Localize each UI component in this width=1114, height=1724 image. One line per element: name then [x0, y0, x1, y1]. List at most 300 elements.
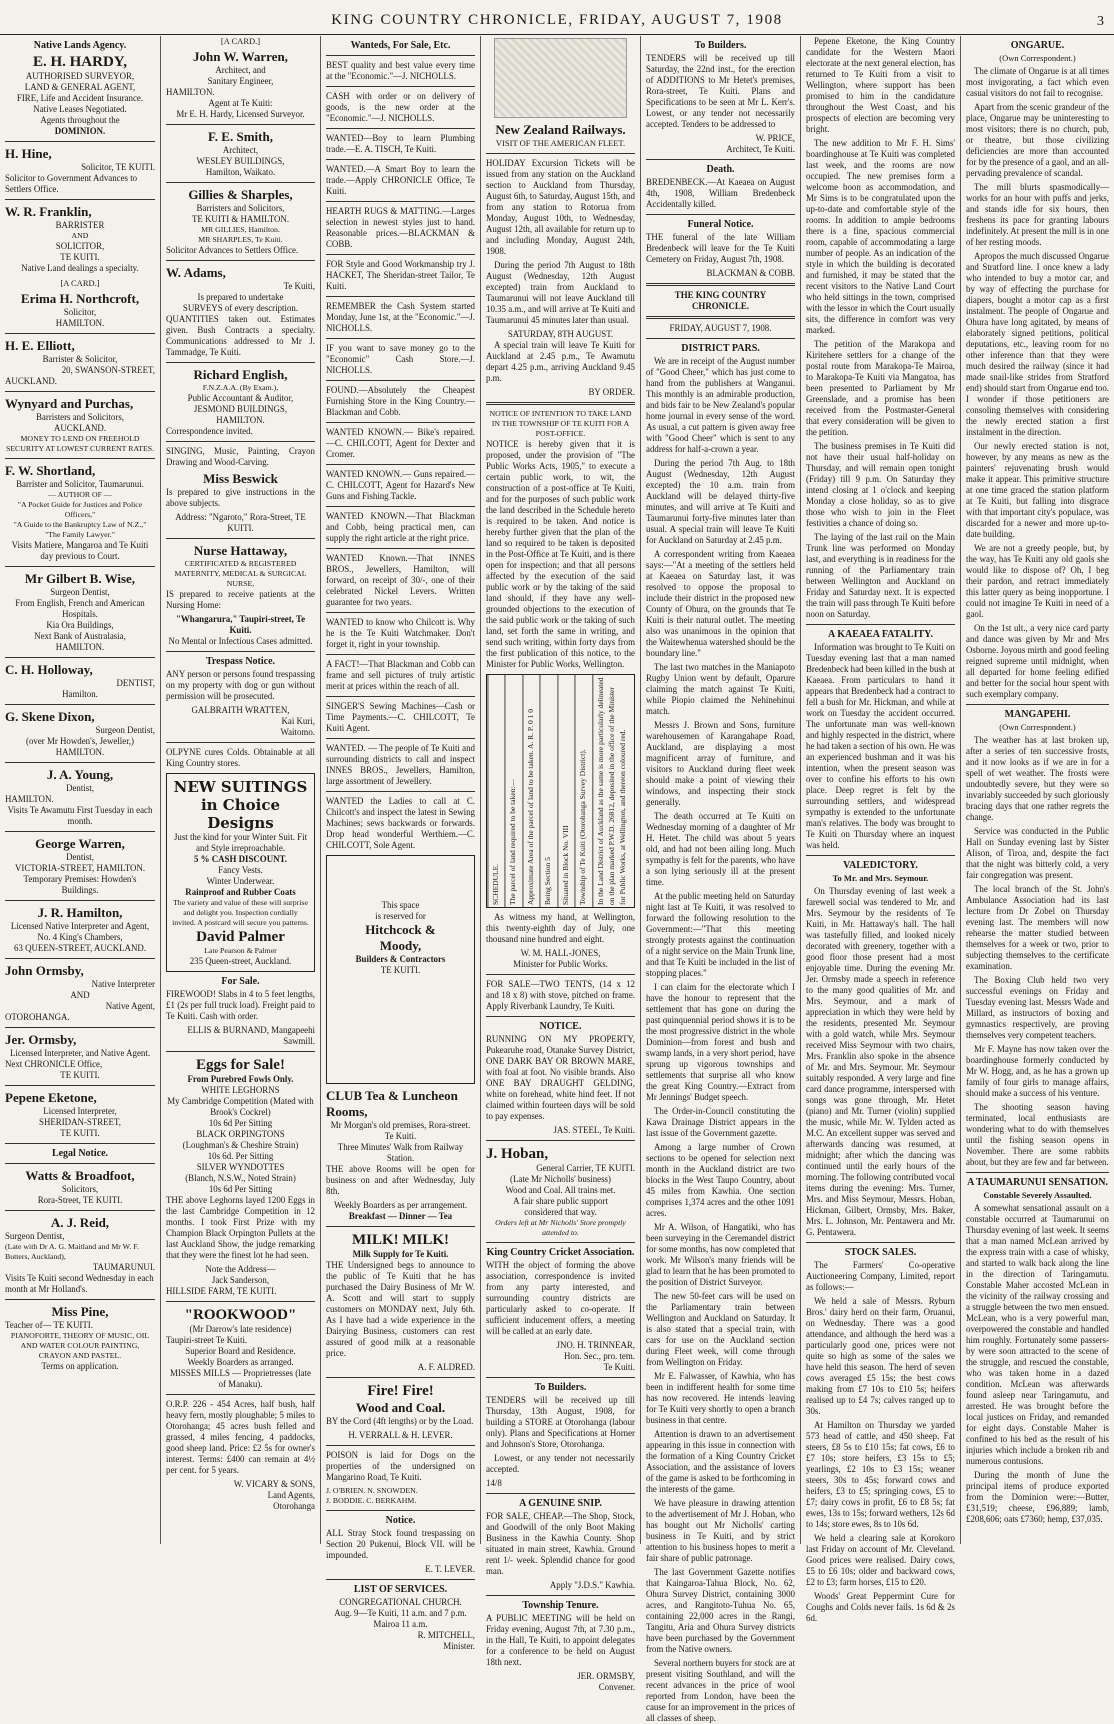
- hoban-line: (Late Mr Nicholls' business): [510, 1174, 611, 1184]
- classified-ad: CASH with order or on delivery of goods, is the new order at the "Economic."—J. NICHOLLS.: [326, 91, 475, 123]
- rookwood-line: Superior Board and Residence.: [185, 1346, 296, 1356]
- divider: [5, 1299, 155, 1300]
- divider: [166, 182, 315, 183]
- shortland-name: F. W. Shortland,: [5, 463, 96, 478]
- funeral-heading: Funeral Notice.: [687, 219, 754, 230]
- club-line: Weekly Boarders as per arrangement.: [333, 1200, 468, 1210]
- orp-ad: O.R.P. 226 - 454 Acres, half bush, half heavy fern, mostly ploughable; 5 miles to Otorohanga; 45 acres bush felled and grassed, 4 miles fencing, 4 paddocks, good sheep land. Price: £2 5s for owner's interest. Terms: £400 can remain at 4½ per cent. for 5 years.: [166, 1399, 315, 1475]
- services-line: Minister.: [443, 1641, 475, 1651]
- divider: [486, 1493, 635, 1494]
- classified-ad: BEST quality and best value every time at the "Economic."—J. NICHOLLS.: [326, 60, 475, 81]
- notice-sig: JAS. STEEL, Te Kuiti.: [553, 1125, 635, 1135]
- pars-heading: DISTRICT PARS.: [681, 343, 760, 354]
- wynyard-card: [5, 396, 155, 454]
- hardy-line: LAND & GENERAL AGENT,: [24, 82, 136, 92]
- divider: [5, 1027, 155, 1028]
- wynyard-name: Wynyard and Purchas,: [5, 396, 134, 411]
- dixon-line: Surgeon Dentist,: [95, 725, 155, 735]
- fire-text: BY the Cord (4ft lengths) or by the Load.: [326, 1416, 474, 1426]
- classified-ad: WANTED KNOWN.—That Blackman and Cobb, being practical men, can supply the right article at the right price.: [326, 511, 475, 543]
- beswick-line: Is prepared to give instructions in the above subjects.: [166, 487, 315, 508]
- wynyard-line: Barristers and Solicitors,: [36, 412, 124, 422]
- funeral-text: THE funeral of the late William Bredenbeck will leave for the Te Kuiti Cemetery on Friday, August 7th, 1908.: [646, 232, 795, 264]
- fatality-heading: A KAEAEA FATALITY.: [828, 629, 933, 640]
- warren-line: Temporary Premises: Howden's Buildings.: [23, 874, 137, 895]
- funeral-sig: BLACKMAN & COBB.: [706, 268, 795, 278]
- eketone-line: SHERIDAN-STREET,: [39, 1117, 121, 1127]
- hoban-line: Wood and Coal. All trains met.: [505, 1185, 616, 1195]
- divider: [5, 831, 155, 832]
- news-paragraph: The Order-in-Council constituting the Kawa Drainage District appears in the last issue of the Government gazette.: [646, 1106, 795, 1138]
- milk-sub: Milk Supply for Te Kuiti.: [352, 1249, 449, 1259]
- smith-card: [166, 129, 315, 178]
- reid-name: A. J. Reid,: [50, 1215, 110, 1230]
- taumarunui-heading: A TAUMARUNUI SENSATION.: [967, 1177, 1108, 1188]
- jwarren-line: Agent at Te Kuiti:: [208, 98, 273, 108]
- services-line: Mairoa 11 a.m.: [373, 1619, 428, 1629]
- divider: [326, 128, 475, 129]
- news-paragraph: We have pleasure in drawing attention to the advertisement of Mr J. Hoban, who has bought out Mr Nicholls' carting business in Te Kuiti, and by strict attention to his business hopes to merit a fair share of public patronage.: [646, 1498, 795, 1563]
- notice-sig: E. T. LEVER.: [425, 1564, 475, 1574]
- rail-sig: BY ORDER.: [588, 387, 635, 397]
- hoban-line: General Carrier, TE KUITI.: [536, 1163, 635, 1173]
- eggs-line: 10s 6d Per Sitting: [208, 1118, 273, 1128]
- elliott-name: H. E. Elliott,: [5, 338, 75, 353]
- rail-title: New Zealand Railways.: [495, 122, 626, 137]
- divider: [5, 1085, 155, 1086]
- ongarue-body: [966, 66, 1109, 700]
- eggs-line: My Cambridge Competition (Mated with Brook's Cockrel): [167, 1096, 314, 1117]
- news-paragraph: The death occurred at Te Kuiti on Wednesday morning of a daughter of Mr H. Hetet. The child was about 5 years old, and had not been ailing long. Much sympathy is felt for the parents, who have a son lying seriously ill at the present time.: [646, 811, 795, 887]
- news-paragraph: The Boxing Club held two very successful evenings on Friday and Tuesday evening last. Messrs Wade and Millard, as instructors of boxing and gymnastics respectively, are proving themselves very competent teachers.: [966, 975, 1109, 1040]
- ormsby2-card: [5, 1032, 155, 1081]
- fire-sub: Wood and Coal.: [355, 1400, 446, 1415]
- jwarren-card: [166, 49, 315, 120]
- firewood-ad: FIREWOOD! Slabs in 4 to 5 feet lengths, £1 (2s per full truck load). Freight paid to Te Kuiti. Cash with order.: [166, 989, 315, 1021]
- suitings-title: NEW SUITINGS in Choice Designs: [173, 778, 308, 832]
- news-paragraph: Attention is drawn to an advertisement appearing in this issue in connection with the formation of a King Country Cricket Association, and the assistance of lovers of the game is asked to be forthcoming in the interests of the game.: [646, 1429, 795, 1494]
- eggs-addr: Jack Sanderson,: [211, 1275, 270, 1285]
- franklin-name: W. R. Franklin,: [5, 204, 92, 219]
- warren-card: [5, 836, 155, 896]
- news-paragraph: Information was brought to Te Kuiti on Tuesday evening last that a man named Bredenbeck had been killed in the bush at Kaeaea. From particulars to hand it appears that Bredenbeck had a contract to fell a bush for Mr. Hickman, and while at work on Tuesday the accident occurred. The unfortunate man was well-known and highly respected in the district, where he had taken a section of his own. He was an experienced bushman and it was his intention, when the present season was over to confine his efforts to his own place. Deep regret is felt by the surrounding settlers, and widespread sympathy is extended to the unfortunate man's relatives. The body was brought to Te Kuiti on Thursday where an inquest was held.: [806, 642, 955, 850]
- news-paragraph: Mr E. Falwasser, of Kawhia, who has been in indifferent health for some time has now recovered. He intends leaving for Te Kuiti very shortly to open a branch business in that centre.: [646, 1371, 795, 1425]
- divider: [5, 1210, 155, 1211]
- young-line: Dentist,: [66, 783, 94, 793]
- shortland-line: "The Family Lawyer.": [45, 530, 115, 539]
- divider: [5, 704, 155, 705]
- divider: [806, 855, 955, 856]
- tenders-heading: To Builders.: [534, 1382, 587, 1393]
- gillies-line: Solicitor Advances to Settlers Office.: [166, 245, 299, 255]
- hardy-name: E. H. HARDY,: [32, 54, 128, 70]
- hattaway-name: Nurse Hattaway,: [193, 543, 288, 558]
- news-paragraph: Mr F. Mayne has now taken over the boardinghouse formerly conducted by Mr W. Hogg, and, as he has a grown up family of four girls to manage affairs, should make a success of his venture.: [966, 1044, 1109, 1098]
- holloway-card: [5, 662, 155, 700]
- fatality-body: [806, 642, 955, 851]
- classified-ad: WANTED KNOWN.— Guns repaired.—C. CHILCOTT, Agent for Hazard's New Guns and Fishing Tackle.: [326, 469, 475, 501]
- tenders-text: TENDERS will be received up till Thursday, 13th August, 1908, for building a STORE at Otorohanga (labour only). Plans and Specifications at Horner and Johnson's Store, Otorohanga.: [486, 1395, 635, 1449]
- divider: [326, 1579, 475, 1580]
- column-1: [0, 36, 160, 1544]
- divider: [5, 1163, 155, 1164]
- divider: [486, 402, 635, 405]
- classified-ad: FOR Style and Good Workmanship try J. HACKET, The Sheridan-street Tailor, Te Kuiti.: [326, 259, 475, 291]
- divider: [166, 1394, 315, 1395]
- suitings-line: Fancy Vests.: [218, 865, 263, 875]
- hine-line: Solicitor to Government Advances to Settlers Office.: [5, 173, 138, 194]
- cricket-text: WITH the object of forming the above association, correspondence is invited from any party interested, and surrounding country districts are particularly asked to co-operate. If sufficient inducement offers, a meeting will be called at an early date.: [486, 1260, 635, 1336]
- smith-name: F. E. Smith,: [208, 129, 273, 144]
- divider: [5, 199, 155, 200]
- dixon-line: (over Mr Howden's, Jeweller,): [26, 736, 134, 746]
- suitings-ad: [166, 773, 315, 972]
- eggs-title: Eggs for Sale!: [196, 1057, 285, 1073]
- divider: [806, 624, 955, 625]
- hardy-line: AUTHORISED SURVEYOR,: [25, 71, 135, 81]
- schedule-cell: SCHEDULE.: [487, 675, 504, 907]
- franklin-line: Native Land dealings a specialty.: [21, 263, 139, 273]
- classified-ad: A FACT!—That Blackman and Cobb can frame and sell pictures of truly artistic merit at prices within the reach of all.: [326, 659, 475, 691]
- wynyard-line: MONEY TO LEND ON FREEHOLD SECURITY AT LOWEST CURRENT RATES.: [5, 434, 155, 453]
- english-line: JESMOND BUILDINGS,: [193, 404, 288, 414]
- wise-card: [5, 571, 155, 653]
- wanteds-list: [326, 60, 475, 851]
- divider: [326, 696, 475, 697]
- singing-ad: SINGING, Music, Painting, Crayon Drawing and Wood-Carving.: [166, 446, 315, 467]
- dixon-card: [5, 709, 155, 758]
- elliott-card: [5, 338, 155, 387]
- suitings-line: The variety and value of these will surprise and delight you. Inspection cordially invited. A postcard will secure you patterns.: [172, 898, 309, 927]
- adams-line: SURVEYS of every description.: [182, 303, 299, 313]
- divider: [966, 704, 1109, 705]
- classified-ad: WANTED to know who Chilcott is. Why he is the Te Kuiti Watchmaker. Don't forget it, right in your township.: [326, 617, 475, 649]
- divider: [166, 441, 315, 442]
- suitings-line: Winter Underwear.: [206, 876, 275, 886]
- news-paragraph: Apart from the scenic grandeur of the place, Ongarue may be uninteresting to most visitors; there is no church, pub, or theatre, but those civilizing deficiencies are more than accounted for by the presence of a gaol, and an all-pervading prevalence of scandal.: [966, 102, 1109, 178]
- club-line: Three Minutes' Walk from Railway Station.: [337, 1142, 464, 1163]
- column-3: [320, 36, 480, 1651]
- divider: [486, 1595, 635, 1596]
- warren-line: Dentist,: [66, 852, 94, 862]
- eggs-line: 10s 6d. Per Sitting: [207, 1151, 274, 1161]
- palmer-line: Late Pearson & Palmer: [204, 946, 277, 955]
- ormsby1-card: [5, 963, 155, 1023]
- adams-line: Te Kuiti,: [283, 281, 315, 291]
- hoban-line: Orders left at Mr Nicholls' Store promptly attended to.: [495, 1218, 626, 1237]
- news-paragraph: The last Government Gazette notifies that Kaingaroa-Tahua Block, No. 62, Ohura Survey District, containing 3000 acres, and Rangitoto-Tuhua No. 65, containing 22,000 acres in the Rangi, Tangitu, Aria and Ohura Survey districts have been purchased by the Government from the Native owners.: [646, 1567, 795, 1654]
- news-paragraph: We held a sale of Messrs. Ryburn Bros.' dairy herd on their farm, Oruanui, on Wednesday. There was a good attendance, and although the herd was a particularly good one, prices were not quite so high as some of the sales we have held this season. The herd of seven cows averaged £5 15s; the best cows making from £7 10s to £10 5s; heifers realised up to £4 7s; calves ranged up to 30s.: [806, 1296, 955, 1416]
- wynyard-line: AUCKLAND.: [53, 423, 106, 433]
- gillies-line: MR GILLIES, Hamilton.: [201, 225, 280, 234]
- news-paragraph: On the 1st ult., a very nice card party and dance was given by Mr and Mrs Osborne. Joyous mirth and good feeling reigned supreme until midnight, when all departed for home feeling edified and better for the social hour spent with such exemplary company.: [966, 623, 1109, 699]
- divider: [166, 1051, 315, 1052]
- taumarunui-sub: Constable Severely Assaulted.: [983, 1190, 1092, 1200]
- reid-line: TAUMARUNUI.: [92, 1262, 155, 1272]
- notice-text: ALL Stray Stock found trespassing on Section 20 Pukenui, Block VII. will be impounded.: [326, 1528, 475, 1560]
- schedule-cell: In the Land District of Auckland as the same is more particularly delineated on the plan marked P.W.D. 26812, deposited in the office of the Minister for Public Works, at Wellington, and thereon coloured red.: [592, 675, 634, 907]
- eggs-line: BLACK ORPINGTONS: [196, 1129, 285, 1139]
- rookwood-line: MISSES MILLS — Proprietresses (late of Manaku).: [169, 1368, 311, 1389]
- hattaway-line: No Mental or Infectious Cases admitted.: [168, 636, 313, 646]
- eketone-line: Licensed Interpreter,: [43, 1106, 117, 1116]
- holloway-line: DENTIST,: [116, 678, 155, 688]
- news-paragraph: Pepene Eketone, the King Country candidate for the Western Maori electorate at the next general election, has returned to Te Kuiti from a visit to Wellington, where support has been promised to him in the candidature throughout the West Coast, and his prospects of election are becoming very bright.: [806, 36, 955, 134]
- gillies-card: [166, 187, 315, 256]
- northcroft-name: Erima H. Northcroft,: [20, 291, 140, 306]
- hoban-line: A fair share public support: [513, 1196, 608, 1206]
- reserved-line: Hitchcock &: [365, 922, 436, 937]
- hardy-line: Agents throughout the: [40, 115, 120, 125]
- divider: [486, 1377, 635, 1378]
- notice-text: RUNNING ON MY PROPERTY, Pukearuhe road, Otanake Survey District, ONE DARK BAY OR BROWN MARE, with foal at foot. No visible brands. Also ONE BAY DRAUGHT GELDING, white on forehead, white hind feet. If not claimed within fourteen days will be sold to pay expenses.: [486, 1034, 635, 1121]
- fire-title: Fire! Fire!: [367, 1383, 434, 1399]
- gillies-line: MR SHARPLES, Te Kuiti.: [198, 235, 283, 244]
- reid-line: Visits Te Kuiti second Wednesday in each month at Mr Holland's.: [5, 1273, 154, 1294]
- shortland-line: Barrister and Solicitor, Taumarunui.: [16, 479, 144, 489]
- watts-line: Solicitors,: [61, 1184, 99, 1194]
- orp-sig: Land Agents,: [267, 1490, 315, 1500]
- classified-ad: WANTED.—A Smart Boy to learn the trade.—Apply CHRONICLE Office, Te Kuiti.: [326, 164, 475, 196]
- divider: [486, 153, 635, 154]
- divider: [326, 612, 475, 613]
- classified-ad: IF you want to save money go to the "Economic" Cash Store.—J. NICHOLLS.: [326, 343, 475, 375]
- club-title: CLUB Tea & Luncheon Rooms,: [326, 1088, 458, 1119]
- eketone-name: Pepene Eketone,: [5, 1090, 97, 1105]
- cricket-heading: King Country Cricket Association.: [486, 1247, 635, 1258]
- gillies-name: Gillies & Sharples,: [188, 187, 293, 202]
- stock-body: [806, 1260, 955, 1624]
- divider: [326, 1377, 475, 1378]
- ongarue-heading: ONGARUE.: [1010, 40, 1065, 51]
- news-paragraph: We are in receipt of the August number of "Good Cheer," which has just come to hand from the publishers at Wanganui. This monthly is an admirable production, and bids fair to be New Zealand's popular home journal in every sense of the word. As usual, a cut pattern is given away free with "Good Cheer" which is sent to any address for half-a-crown a year.: [646, 356, 795, 454]
- divider: [966, 1172, 1109, 1173]
- watts-card: [5, 1168, 155, 1206]
- divider: [166, 742, 315, 743]
- native-lands-heading: Native Lands Agency.: [33, 40, 127, 51]
- rookwood-title: "ROOKWOOD": [184, 1307, 297, 1323]
- adams-card: [166, 265, 315, 358]
- snip-sig: Apply "J.D.S." Kawhia.: [549, 1580, 635, 1590]
- classified-ad: FOUND.—Absolutely the Cheapest Furnishing Store in the King Country.—Blackman and Cobb.: [326, 385, 475, 417]
- english-line: Correspondence invited.: [166, 426, 253, 436]
- shortland-line: — AUTHOR OF —: [48, 490, 112, 499]
- reserved-line: is reserved for: [375, 911, 426, 921]
- adams-line: Is prepared to undertake: [197, 292, 284, 302]
- schedule-cell: Approximate Area of the parcel of land to be taken. A. R. P. 0 1 0: [522, 675, 539, 907]
- divider: [5, 657, 155, 658]
- witness-sig: Minister for Public Works.: [513, 959, 608, 969]
- milk-title: MILK! MILK!: [351, 1232, 450, 1248]
- beswick-line: Address: "Ngaroto," Rora-Street, TE KUITI.: [175, 512, 306, 533]
- milk-sig: A. F. ALDRED.: [417, 1362, 475, 1372]
- shortland-line: "A Guide to the Bankruptcy Law of N.Z.,": [13, 520, 147, 529]
- club-line: Mr Morgan's old premises, Rora-street. Te Kuiti.: [330, 1120, 471, 1141]
- eggs-line: SILVER WYNDOTTES: [196, 1162, 285, 1172]
- news-paragraph: Mr A. Wilson, of Hangatiki, who has been surveying in the Ceremandel district for some months, has now completed that work. Mr Wilson's many friends will be glad to learn that he has been promoted to the position of District Surveyor.: [646, 1222, 795, 1287]
- smith-line: Hamilton, Waikato.: [205, 167, 276, 177]
- classified-ad: WANTED Known.—That INNES BROS., Jewellers, Hamilton, will forward, on receipt of 30/-, one of their celebrated Nickel Levers. Written guarantee for two years.: [326, 553, 475, 607]
- suitings-line: 5 % CASH DISCOUNT.: [193, 854, 288, 864]
- smith-line: Architect,: [222, 145, 259, 155]
- rookwood-line: (Mr Darrow's late residence): [189, 1324, 292, 1334]
- reid-card: [5, 1215, 155, 1295]
- hardy-line: DOMINION.: [54, 126, 106, 136]
- orp-sig: W. VICARY & SONS,: [233, 1479, 315, 1489]
- death-heading: Death.: [706, 164, 735, 175]
- young-name: J. A. Young,: [46, 767, 114, 782]
- ormsby2-line: TE KUITI.: [60, 1070, 100, 1080]
- news-paragraph: A somewhat sensational assault on a constable occurred at Taumarunui on Thursday evening of last week. It seems that a man named McLean arrived by the express train with a case of whisky, and started to walk back along the line in the direction of Taringamutu. Constable Maher accosted McLean in the vicinity of the railway crossing and a struggle between the two men ensued. McLean, who is a very powerful man, overpowered the constable and handled him roughly. Fortunately some passers-by were soon attracted to the scene of the struggle, and rescued the constable, who was taken home in a dazed condition. McLean was afterwards found asleep near Taringamutu, and arrested. He was brought before the local justices on Friday, and remanded for eight days. Constable Maher is confined to his bed as the result of his injuries which include a broken rib and numerous contusions.: [966, 1203, 1109, 1466]
- rail-text: SATURDAY, 8TH AUGUST.: [507, 329, 614, 339]
- elliott-line: AUCKLAND.: [5, 376, 58, 386]
- death-text: BREDENBECK.—At Kaeaea on August 4th, 1908, William Bredenbeck Accidentally killed.: [646, 177, 795, 209]
- tenders-num: 14/8: [486, 1478, 502, 1488]
- ormsby1-line: Native Agent,: [105, 1001, 155, 1011]
- reserved-line: This space: [381, 900, 420, 910]
- divider: [5, 958, 155, 959]
- wise-name: Mr Gilbert B. Wise,: [24, 571, 136, 586]
- reserved-line: Builders & Contractors: [355, 954, 446, 964]
- snip-text: FOR SALE, CHEAP.—The Shop, Stock, and Goodwill of the only Boot Making Business in the Kawhia County. Shop situated in main street, Kawhia. Ground rent 1/- week. Splendid chance for good man.: [486, 1511, 635, 1576]
- schedule-cell: The parcel of land required to be taken:—: [504, 675, 521, 907]
- divider: [5, 141, 155, 142]
- hardy-line: FIRE, Life and Accident Insurance.: [16, 93, 144, 103]
- ormsby1-name: John Ormsby,: [5, 963, 84, 978]
- news-paragraph: Our newly erected station is not, however, by any means as new as the painters' rejuvenating brush would make it appear. This primitive structure at one time graced the station platform at Te Kuiti, but falling into disgrace with that important city's populace, was discarded for a newer and more up-to-date building.: [966, 441, 1109, 539]
- tents-ad: FOR SALE—TWO TENTS, (14 x 12 and 18 x 8) with stove, pitched on frame. Apply Riverbank Laundry, Te Kuiti.: [486, 979, 635, 1011]
- northcroft-line: Solicitor,: [63, 307, 97, 317]
- eggs-sub: From Purebred Fowls Only.: [187, 1074, 294, 1084]
- classified-ad: WANTED the Ladies to call at C. Chilcott's and inspect the latest in Sewing Machines; sews backwards or forwards. Drop head wonderful Werthiem.—C. CHILCOTT, Sole Agent.: [326, 796, 475, 850]
- shortland-line: Visits Matiere, Mangaroa and Te Kuiti day previous to Court.: [11, 540, 149, 561]
- club-line: Breakfast — Dinner — Tea: [348, 1211, 453, 1221]
- divider: [326, 1445, 475, 1446]
- reserved-space-box: [326, 855, 475, 1084]
- classified-ad: WANTED—Boy to learn Plumbing trade.—E. A. TISCH, Te Kuiti.: [326, 133, 475, 154]
- wise-line: Kia Ora Buildings,: [46, 620, 114, 630]
- orp-sig: Otorohanga: [273, 1501, 315, 1511]
- classified-ad: REMEMBER the Cash System started Monday, June 1st, at the "Economic."—J. NICHOLLS.: [326, 301, 475, 333]
- news-paragraph: Among a large number of Crown sections to be opened for selection next month in the Auckland district are two blocks in the West Taupo Country, about 45 miles from Kawhia. One section comprises 1,374 acres and the other 1091 acres.: [646, 1142, 795, 1218]
- young-card: [5, 767, 155, 827]
- news-paragraph: On Thursday evening of last week a farewell social was tendered to Mr. and Mrs. Seymour by the residents of Te Kuiti, in Mr. Hattaway's hall. The hall was tastefully filled, and looked nicely decorated with greenery, together with a good floor those present had a most enjoyable time. During the evening Mr. Jer. Ormsby made a speech in reference to the many good qualities of Mr. and Mrs. Seymour, and a mark of appreciation in which they were held by the residents, presented Mr. Seymour with a gold watch, while Mrs. Seymour received Miss Seymour with two chairs, Mrs. Franklin also spoke in the absence of Mr. and Mrs. Seymour. Mr. Seymour suitably responded. A very large and fine card dance programme, interspersed with songs was gone through, Mr. Hetet (piano) and Mr. Turner (violin) supplied the music, while Mr. W. Tylden acted as M.C. An excellent supper was served and afterwards dancing was resumed, at midnight; after which the dancing was continued until the early hours of the morning. The following contributed vocal items during the evening: Mrs. Turner, Mrs. and Miss Seymour, Messrs. Hoban, Hickman, Gilbert, Ormsby, Mrs. Baker, Mrs. L. Johnson, Mr. Pentawera and Mr. G. Pentawera.: [806, 886, 955, 1237]
- hamilton-line: 63 QUEEN-STREET, AUCKLAND.: [14, 943, 146, 953]
- pine-line: PIANOFORTE, THEORY OF MUSIC, OIL AND WATER COLOUR PAINTING, CRAYON AND PASTEL.: [10, 1331, 150, 1360]
- young-line: Visits Te Awamutu First Tuesday in each month.: [7, 805, 153, 826]
- builders-sig: W. PRICE,: [755, 133, 795, 143]
- rookwood-line: Weekly Boarders as arranged.: [187, 1357, 294, 1367]
- railway-illustration: [494, 38, 627, 118]
- witness-text: As witness my hand, at Wellington, this twenty-eighth day of July, one thousand nine hundred and eight.: [486, 912, 635, 944]
- reid-line: Surgeon Dentist,: [5, 1231, 65, 1241]
- divider: [486, 1242, 635, 1243]
- classified-ad: WANTED. — The people of Te Kuiti and surrounding districts to call and inspect INNES BROS., Jewellers, Hamilton, large assortment of Jewellery.: [326, 743, 475, 786]
- valedictory-body: [806, 886, 955, 1238]
- classified-ad: SINGER'S Sewing Machines—Cash or Time Payments.—C. CHILCOTT, Te Kuiti Agent.: [326, 701, 475, 733]
- elliott-line: Barrister & Solicitor,: [42, 354, 118, 364]
- jwarren-line: Architect, and: [215, 65, 266, 75]
- wise-line: Next Bank of Australasia,: [34, 631, 126, 641]
- cricket-sig: Te Kuiti.: [603, 1362, 635, 1372]
- eketone-card: [5, 1090, 155, 1139]
- divider: [166, 260, 315, 261]
- divider: [5, 566, 155, 567]
- news-paragraph: During the period 7th Aug. to 18th August (Wednesday, 12th August excepted) the 10 a.m. train from Auckland will be delayed thirty-five minutes, and will arrive at Te Kuiti and Taumarunui forty-five minutes later than usual. A special train will leave Te Kuiti for Auckland on Saturday at 2.45 p.m.: [646, 458, 795, 545]
- watts-name: Watts & Broadfoot,: [25, 1168, 135, 1183]
- rookwood-line: Taupiri-street Te Kuiti.: [166, 1335, 248, 1345]
- divider: [5, 391, 155, 392]
- divider: [5, 1143, 155, 1144]
- notice-heading: Notice.: [385, 1515, 416, 1526]
- ormsby1-line: AND: [70, 990, 90, 1000]
- divider: [5, 333, 155, 334]
- masthead: [0, 6, 1114, 35]
- divider: [326, 548, 475, 549]
- column-6: [800, 36, 960, 1623]
- divider: [646, 338, 795, 339]
- schedule-cell: Situated in Block No. VIII: [557, 675, 574, 907]
- news-paragraph: The last two matches in the Maniapoto Rugby Union went by default, Oparure claiming the match against Te Kuiti, while Piopio claimed the Nehinehinui match.: [646, 662, 795, 716]
- english-line: Public Accountant & Auditor,: [187, 393, 294, 403]
- ellis-sig: ELLIS & BURNAND, Mangapeehi Sawmill.: [187, 1025, 315, 1046]
- rail-text: During the period 7th August to 18th August (Wednesday, 12th August excepted) train from Auckland to Taumarunui will not leave Auckland till 10.35 a.m., and will arrive at Te Kuiti and Taumarunui 45 minutes later than usual.: [486, 260, 635, 325]
- dixon-line: HAMILTON.: [55, 747, 105, 757]
- divider: [166, 124, 315, 125]
- english-line: HAMILTON.: [216, 415, 265, 425]
- paper-name: THE KING COUNTRY CHRONICLE.: [674, 290, 767, 311]
- northcroft-card: [5, 291, 155, 329]
- gillies-line: TE KUITI & HAMILTON.: [191, 214, 290, 224]
- services-heading: LIST OF SERVICES.: [353, 1584, 448, 1595]
- suitings-line: Rainproof and Rubber Coats: [185, 887, 296, 897]
- valedictory-heading: VALEDICTORY.: [843, 860, 918, 871]
- franklin-line: SOLICITOR,: [55, 241, 105, 251]
- valedictory-sub: To Mr. and Mrs. Seymour.: [832, 873, 929, 883]
- divider: [326, 338, 475, 339]
- divider: [326, 464, 475, 465]
- olpyne-ad: OLPYNE cures Colds. Obtainable at all King Country stores.: [166, 747, 315, 768]
- mangapehi-body: [966, 735, 1109, 1168]
- services-line: Aug. 9—Te Kuiti, 11 a.m. and 7 p.m.: [334, 1608, 467, 1618]
- adams-line: QUANTITIES taken out. Estimates given. Bush Contracts a specialty. Communications addressed to Mr J. Tammadge, Te Kuiti.: [166, 314, 315, 357]
- palmer-name: David Palmer: [196, 929, 285, 945]
- jwarren-line: HAMILTON.: [166, 87, 215, 97]
- divider: [646, 214, 795, 215]
- reid-line: (Late with Dr A. G. Maitland and Mr W. F. Butters, Auckland),: [5, 1242, 139, 1261]
- franklin-line: BARRISTER: [55, 220, 105, 230]
- fire-sig: H. VERRALL & H. LEVER.: [348, 1430, 453, 1440]
- news-paragraph: I can claim for the electorate which I have the honour to represent that the settlement that has gone on during the past quinquennial period shows it is to be the most progressive district in the whole Dominion—from forest and bush and swamp lands, in a very short period, have sprung up vigorous townships and settlements that surprise all who know the great King Country.—Extract from Mr Jennings' Budget speech.: [646, 982, 795, 1102]
- divider: [326, 201, 475, 202]
- district-pars-continued: [806, 36, 955, 620]
- divider: [326, 159, 475, 160]
- palmer-line: 235 Queen-street, Auckland.: [189, 956, 292, 966]
- divider: [326, 791, 475, 792]
- beswick-name: Miss Beswick: [203, 471, 278, 486]
- ormsby2-line: Next CHRONICLE Office,: [5, 1059, 103, 1069]
- northcroft-line: HAMILTON.: [55, 318, 105, 328]
- divider: [5, 900, 155, 901]
- news-paragraph: During the month of June the principal items of produce exported from the Dominion were:—Butter, £31,519; cheese, £96,889; lamb, £208,606; oats £7360; hemp, £37,035.: [966, 1470, 1109, 1524]
- pine-name: Miss Pine,: [51, 1304, 109, 1319]
- divider: [326, 1510, 475, 1511]
- trespass-text: ANY person or persons found trespassing on my property with dog or gun without permission will be prosecuted.: [166, 669, 315, 701]
- warren-line: VICTORIA-STREET, HAMILTON.: [14, 863, 146, 873]
- ormsby2-line: Licensed Interpreter, and Native Agent.: [9, 1048, 151, 1058]
- divider: [166, 1301, 315, 1302]
- tenders-extra: Lowest, or any tender not necessarily accepted.: [486, 1453, 635, 1474]
